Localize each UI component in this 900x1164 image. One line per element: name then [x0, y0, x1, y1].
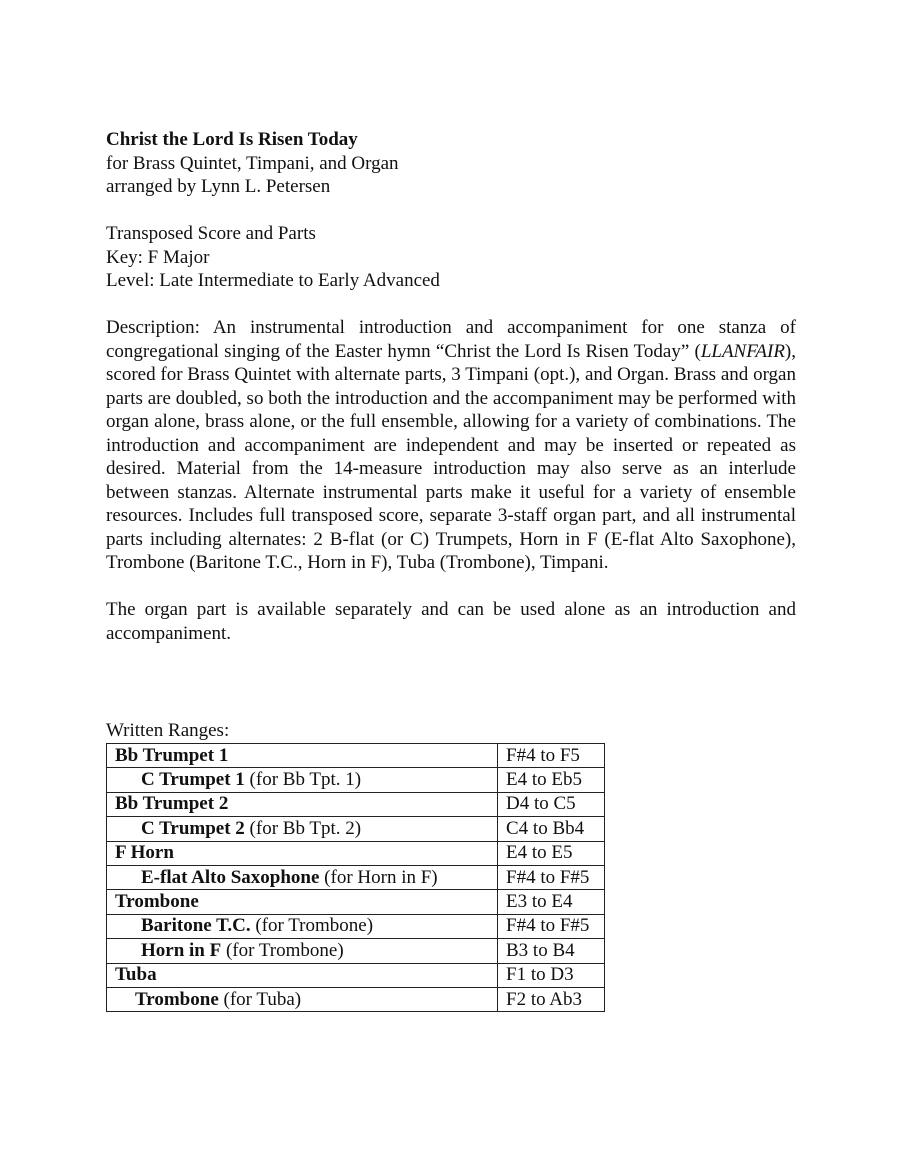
range-cell: D4 to C5 [498, 792, 605, 816]
table-row [107, 744, 605, 768]
table-row [107, 841, 605, 865]
table-row [107, 890, 605, 914]
table-row [107, 939, 605, 963]
table-row [107, 792, 605, 816]
table-row [107, 817, 605, 841]
instrument-cell: Tuba [107, 963, 498, 987]
range-cell: F2 to Ab3 [498, 987, 605, 1011]
instrument-cell: Baritone T.C. (for Trombone) [107, 914, 498, 938]
table-row [107, 987, 605, 1011]
range-cell: B3 to B4 [498, 939, 605, 963]
range-cell: F#4 to F5 [498, 744, 605, 768]
instrument-cell: E-flat Alto Saxophone (for Horn in F) [107, 865, 498, 889]
instrument-cell: Bb Trumpet 2 [107, 792, 498, 816]
table-row [107, 865, 605, 889]
instrument-cell: Horn in F (for Trombone) [107, 939, 498, 963]
arranger: arranged by Lynn L. Petersen [106, 176, 331, 197]
range-cell: F#4 to F#5 [498, 914, 605, 938]
range-cell: E3 to E4 [498, 890, 605, 914]
tune-name: LLANFAIR [700, 340, 785, 362]
instrument-cell: Trombone [107, 890, 498, 914]
table-row [107, 768, 605, 792]
subtitle: for Brass Quintet, Timpani, and Organ [106, 152, 399, 174]
range-cell: F1 to D3 [498, 963, 605, 987]
table-row [107, 914, 605, 938]
key-info: Key: F Major [106, 246, 210, 268]
document-body [106, 128, 796, 645]
score-type: Transposed Score and Parts [106, 223, 316, 244]
range-cell: E4 to E5 [498, 841, 605, 865]
description-text-1: Description: An instrumental introduction and accompaniment for one stanza of congregational singing of the Easter hymn “Christ the Lord Is Risen Today” ( [106, 317, 796, 362]
range-cell: E4 to Eb5 [498, 768, 605, 792]
table-row [107, 963, 605, 987]
description-text-2: ), scored for Brass Quintet with alternate parts, 3 Timpani (opt.), and Organ. Brass and organ parts are doubled, so both the introduction and the accompaniment may be performed with organ alone, brass alone, or the full ensemble, allowing for a variety of combinations. The introduction and accompaniment are independent and may be inserted or repeated as desired. Material from the 14-measure introduction may also serve as an interlude between stanzas. Alternate instrumental parts make it useful for a variety of ensemble resources. Includes full transposed score, separate 3-staff organ part, and all instrumental parts including alternates: 2 B-flat (or C) Trumpets, Horn in F (E-flat Alto Saxophone), Trombone (Baritone T.C., Horn in F), Tuba (Trombone), Timpani. [106, 340, 796, 573]
ranges-heading: Written Ranges: [106, 720, 230, 741]
instrument-cell: C Trumpet 1 (for Bb Tpt. 1) [107, 768, 498, 792]
level-info: Level: Late Intermediate to Early Advanced [106, 270, 440, 291]
range-cell: C4 to Bb4 [498, 817, 605, 841]
range-cell: F#4 to F#5 [498, 865, 605, 889]
description-paragraph [106, 316, 796, 575]
page-title: Christ the Lord Is Risen Today [106, 129, 358, 150]
ranges-table [106, 743, 605, 1012]
instrument-cell: Bb Trumpet 1 [107, 744, 498, 768]
organ-note: The organ part is available separately and can be used alone as an introduction and accompaniment. [106, 599, 796, 644]
instrument-cell: F Horn [107, 841, 498, 865]
instrument-cell: Trombone (for Tuba) [107, 987, 498, 1011]
instrument-cell: C Trumpet 2 (for Bb Tpt. 2) [107, 817, 498, 841]
